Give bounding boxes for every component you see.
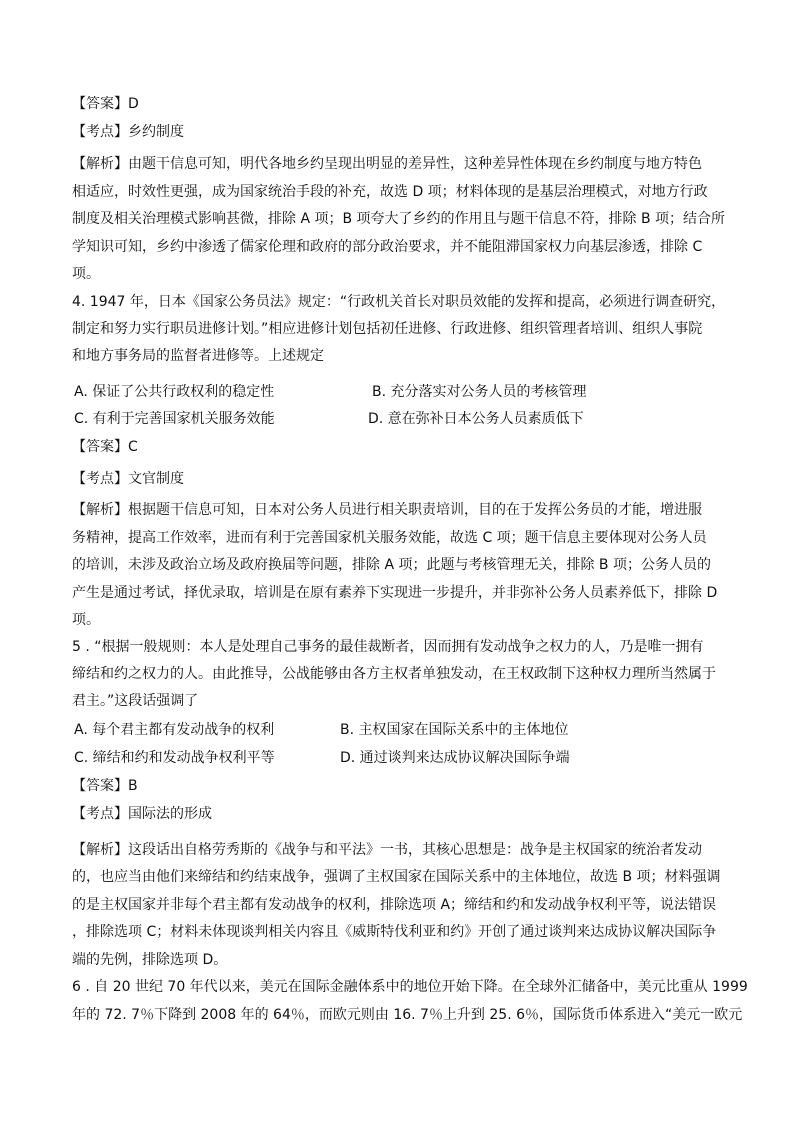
analysis-line: 项。 <box>72 266 100 282</box>
topic-label: 【考点】文官制度 <box>72 471 184 487</box>
question-stem: 6 . 自 20 世纪 70 年代以来，美元在国际金融体系中的地位开始下降。在全球外汇储备中，美元比重从 1999 <box>72 979 748 995</box>
analysis-line: 务精神，提高工作效率，进而有利于完善国家机关服务效能，故选 C 项；题干信息主要体现对公务人员 <box>72 530 707 546</box>
question-stem: 年的 72. 7％下降到 2008 年的 64％，而欧元则由 16. 7％上升到 25. 6％，国际货币体系进入“美元一欧元 <box>72 1007 743 1023</box>
analysis-line: 的是主权国家并非每个君主都有发动战争的权利，排除选项 A；缔结和约和发动战争权利平等，说法错误 <box>72 897 717 913</box>
answer-label: 【答案】D <box>72 96 139 112</box>
analysis-line: 端的先例，排除选项 D。 <box>72 952 228 968</box>
analysis-line: 产生是通过考试，择优录取，培训是在原有素养下实现进一步提升，并非弥补公务人员素养低下，排除 D <box>72 585 718 601</box>
analysis-line: 【解析】由题干信息可知，明代各地乡约呈现出明显的差异性，这种差异性体现在乡约制度与地方特色 <box>72 156 702 172</box>
analysis-line: ，排除选项 C；材料未体现谈判相关内容且《威斯特伐利亚和约》开创了通过谈判来达成协议解决国际争 <box>72 924 717 940</box>
option-a: A. 每个君主都有发动战争的权利 <box>74 722 275 738</box>
analysis-line: 的，也应当由他们来缔结和约结束战争，强调了主权国家在国际关系中的主体地位，故选 B 项；材料强调 <box>72 869 721 885</box>
question-stem: 5 . “根据一般规则：本人是处理自己事务的最佳裁断者，因而拥有发动战争之权力的人，乃是唯一拥有 <box>72 639 704 655</box>
analysis-line: 相适应，时效性更强，成为国家统治手段的补充，故选 D 项；材料体现的是基层治理模式，对地方行政 <box>72 184 708 200</box>
topic-label: 【考点】国际法的形成 <box>72 806 212 822</box>
analysis-line: 项。 <box>72 612 100 628</box>
option-a: A. 保证了公共行政权利的稳定性 <box>74 384 275 400</box>
answer-label: 【答案】C <box>72 439 138 455</box>
analysis-line: 制度及相关治理模式影响甚微，排除 A 项；B 项夸大了乡约的作用且与题干信息不符，排除 B 项；结合所 <box>72 211 726 227</box>
analysis-line: 的培训，未涉及政治立场及政府换届等问题，排除 A 项；此题与考核管理无关，排除 B 项；公务人员的 <box>72 557 711 573</box>
question-stem: 和地方事务局的监督者进修等。上述规定 <box>72 348 324 364</box>
question-stem: 4. 1947 年，日本《国家公务员法》规定：“行政机关首长对职员效能的发挥和提高，必须进行调查研究， <box>72 294 726 310</box>
option-c: C. 缔结和约和发动战争权利平等 <box>74 750 275 766</box>
question-stem: 制定和努力实行职员进修计划。”相应进修计划包括初任进修、行政进修、组织管理者培训、组织人事院 <box>72 321 703 337</box>
answer-label: 【答案】B <box>72 778 138 794</box>
question-stem: 缔结和约之权力的人。由此推导，公战能够由各方主权者单独发动，在王权政制下这种权力理所当然属于 <box>72 666 716 682</box>
analysis-line: 【解析】根据题干信息可知，日本对公务人员进行相关职责培训，目的在于发挥公务员的才能，增进服 <box>72 502 702 518</box>
option-c: C. 有利于完善国家机关服务效能 <box>74 411 275 427</box>
analysis-line: 学知识可知，乡约中渗透了儒家伦理和政府的部分政治要求，并不能阻滞国家权力向基层渗透，排除 C <box>72 239 703 255</box>
option-d: D. 意在弥补日本公务人员素质低下 <box>368 411 584 427</box>
option-b: B. 充分落实对公务人员的考核管理 <box>372 384 587 400</box>
analysis-line: 【解析】这段话出自格劳秀斯的《战争与和平法》一书，其核心思想是：战争是主权国家的统治者发动 <box>72 842 702 858</box>
question-stem: 君主。”这段话强调了 <box>72 693 199 709</box>
option-d: D. 通过谈判来达成协议解决国际争端 <box>340 750 570 766</box>
option-b: B. 主权国家在国际关系中的主体地位 <box>340 722 569 738</box>
topic-label: 【考点】乡约制度 <box>72 124 184 140</box>
